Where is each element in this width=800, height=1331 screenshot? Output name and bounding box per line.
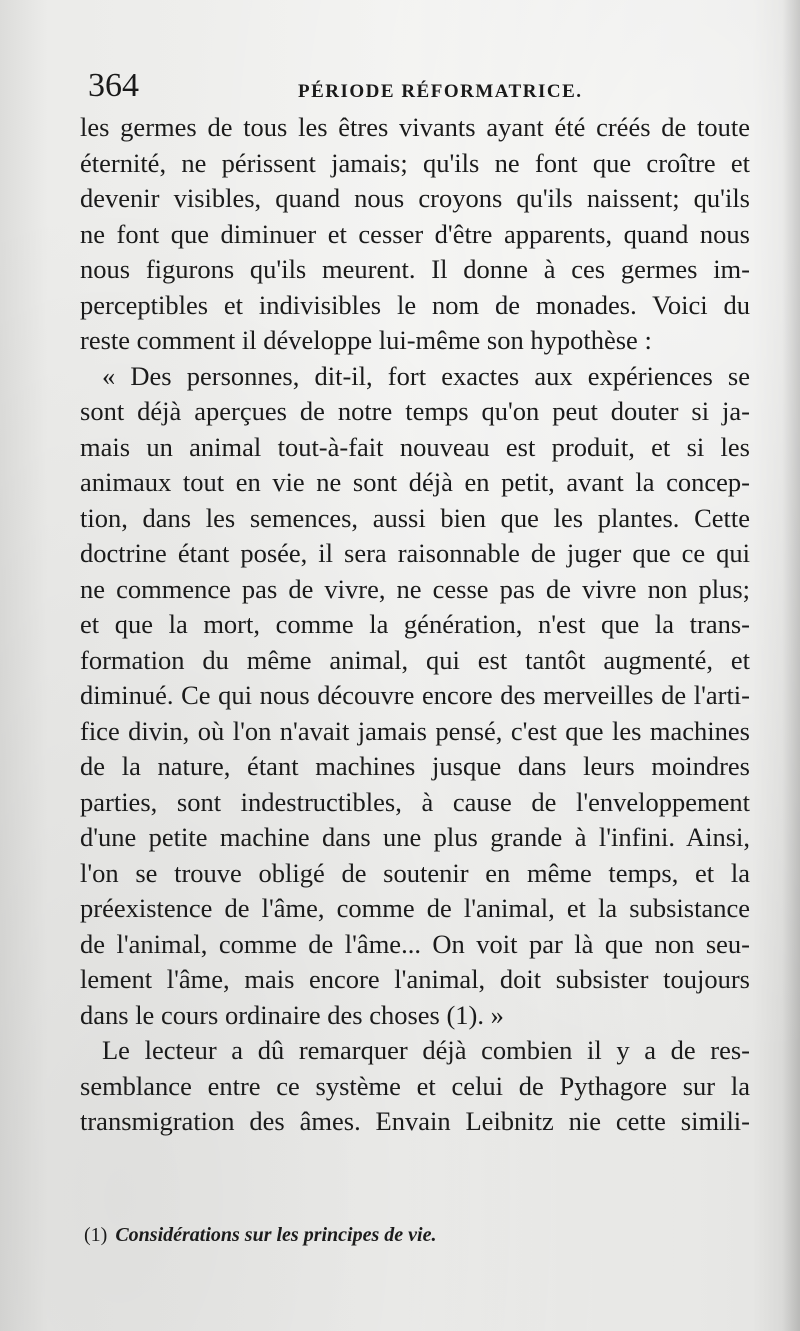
text-line: éternité, ne périssent jamais; qu'ils ne font que croître et <box>80 147 750 178</box>
text-line: fice divin, où l'on n'avait jamais pensé, c'est que les machines <box>80 715 750 746</box>
running-head: PÉRIODE RÉFORMATRICE. <box>298 81 583 102</box>
text-line: préexistence de l'âme, comme de l'animal, et la subsistance <box>80 893 750 923</box>
page-edge-shadow <box>782 0 800 1331</box>
footnote-mark: (1) <box>84 1224 108 1246</box>
text-line: l'on se trouve obligé de soutenir en même temps, et la <box>80 857 750 888</box>
text-line: ne commence pas de vivre, ne cesse pas de vivre non plus; <box>80 573 750 604</box>
text-line: lement l'âme, mais encore l'animal, doit subsister toujours <box>80 964 750 994</box>
text-line: perceptibles et indivisibles le nom de monades. Voici du <box>80 289 750 320</box>
text-line: de la nature, étant machines jusque dans leurs moindres <box>80 751 750 781</box>
page-number: 364 <box>88 67 139 104</box>
text-line: tion, dans les semences, aussi bien que les plantes. Cette <box>80 502 750 533</box>
text-line: sont déjà aperçues de notre temps qu'on peut douter si ja- <box>80 396 750 426</box>
text-line: semblance entre ce système et celui de Pythagore sur la <box>80 1070 750 1101</box>
text-line: devenir visibles, quand nous croyons qu'ils naissent; qu'ils <box>80 183 750 213</box>
text-line: ne font que diminuer et cesser d'être apparents, quand nous <box>80 218 750 249</box>
text-line: diminué. Ce qui nous découvre encore des merveilles de l'arti- <box>80 680 750 710</box>
text-line: de l'animal, comme de l'âme... On voit par là que non seu- <box>80 928 750 959</box>
text-line: mais un animal tout-à-fait nouveau est produit, et si les <box>80 431 750 462</box>
text-line: dans le cours ordinaire des choses (1). » <box>80 999 504 1030</box>
body-text <box>80 110 750 1140</box>
text-line: Le lecteur a dû remarquer déjà combien il y a de res- <box>102 1035 750 1065</box>
text-line: et que la mort, comme la génération, n'est que la trans- <box>80 609 750 639</box>
text-line: formation du même animal, qui est tantôt augmenté, et <box>80 644 750 675</box>
text-line: transmigration des âmes. Envain Leibnitz nie cette simili- <box>80 1106 750 1136</box>
text-line: nous figurons qu'ils meurent. Il donne à ces germes im- <box>80 254 750 284</box>
text-line: « Des personnes, dit-il, fort exactes aux expériences se <box>102 360 750 391</box>
footnote <box>84 1222 684 1248</box>
text-line: animaux tout en vie ne sont déjà en petit, avant la concep- <box>80 467 750 497</box>
text-line: parties, sont indestructibles, à cause de l'enveloppement <box>80 786 750 817</box>
text-line: d'une petite machine dans une plus grande à l'infini. Ainsi, <box>80 822 750 852</box>
page-header <box>88 66 748 116</box>
footnote-text: Considérations sur les principes de vie. <box>115 1224 437 1246</box>
text-line: reste comment il développe lui-même son hypothèse : <box>80 325 652 355</box>
text-line: doctrine étant posée, il sera raisonnable de juger que ce qui <box>80 538 750 568</box>
text-line: les germes de tous les êtres vivants ayant été créés de toute <box>80 112 750 142</box>
